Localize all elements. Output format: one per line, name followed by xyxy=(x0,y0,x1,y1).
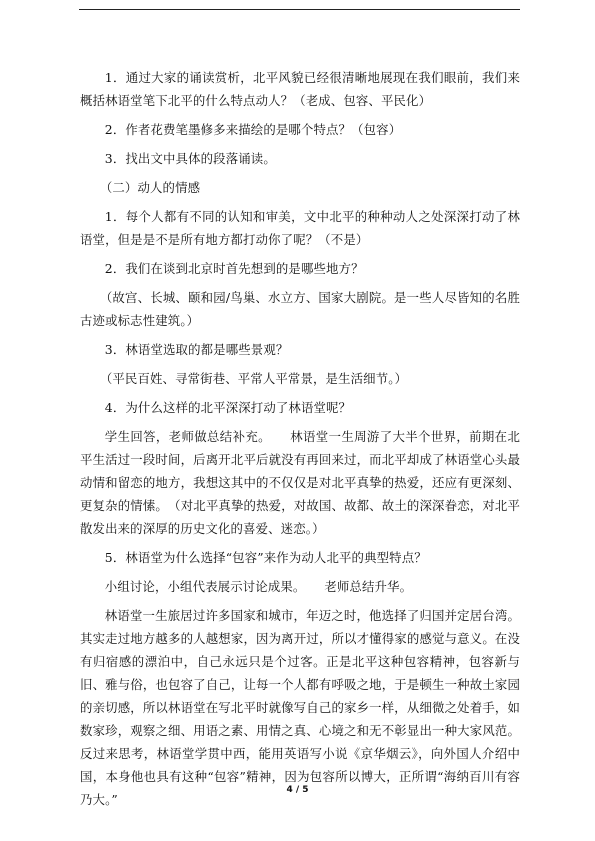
question-1-paragraph: 1．通过大家的诵读赏析，北平风貌已经很清晰地展现在我们眼前，我们来概括林语堂笔下北平的什么特点动人？（老成、包容、平民化） xyxy=(80,70,520,108)
document-body xyxy=(80,66,520,817)
answer-3-paragraph: （平民百姓、寻常街巷、平常人平常景，是生活细节。） xyxy=(99,371,408,386)
answer-4-paragraph: 学生回答，老师做总结补充。 林语堂一生周游了大半个世界，前期在北平生活过一段时间，后离开北平后就没有再回来过，而北平却成了林语堂心头最动情和留恋的地方，我想这其中的不仅仅是对北平真挚的热爱，还应有更深刻、更复杂的情愫。 （对北平真挚的热爱，对故国、故都、故土的深深眷恋，对北平散发出来的深厚的历史文化的喜爱、迷恋。） xyxy=(80,429,520,536)
header-rule xyxy=(79,9,520,10)
page-number: 4 / 5 xyxy=(286,785,309,795)
summary-paragraph: 林语堂一生旅居过许多国家和城市，年迈之时，他选择了归国并定居台湾。其实走过地方越多的人越想家，因为离开过，所以才懂得家的感觉与意义。在没有归宿感的漂泊中，自己永远只是个过客。正是北平这种包容精神，包容新与旧、雅与俗，也包容了自己，让每一个人都有呼吸之地，于是顿生一种故土家园的亲切感，所以林语堂在写北平时就像写自己的家乡一样，从细微之处着手，如数家珍，观察之细、用语之素、用情之真、心境之和无不彰显出一种大家风范。反过来思考，林语堂学贯中西，能用英语写小说《京华烟云》，向外国人介绍中国，本身他也具有这种“包容”精神，因为包容所以博大，正所谓“海纳百川有容乃大。” xyxy=(80,608,520,807)
section2-question-2-paragraph: 2．我们在谈到北京时首先想到的是哪些地方？ xyxy=(104,261,364,276)
answer-2-paragraph: （故宫、长城、颐和园/鸟巢、水立方、国家大剧院。是一些人尽皆知的名胜古迹或标志性建筑。） xyxy=(80,290,520,328)
discussion-paragraph: 小组讨论，小组代表展示讨论成果。 老师总结升华。 xyxy=(104,579,413,594)
section2-question-1-paragraph: 1．每个人都有不同的认知和审美，文中北平的种种动人之处深深打动了林语堂，但是是不是所有地方都打动你了呢？（不是） xyxy=(80,209,520,247)
section2-question-3-paragraph: 3．林语堂选取的都是哪些景观？ xyxy=(104,342,289,357)
question-2-paragraph: 2．作者花费笔墨修多来描绘的是哪个特点？（包容） xyxy=(104,122,402,137)
question-3-paragraph: 3．找出文中具体的段落诵读。 xyxy=(104,151,276,166)
section2-question-5-paragraph: 5．林语堂为什么选择“包容”来作为动人北平的典型特点？ xyxy=(104,550,427,565)
section-heading: （二）动人的情感 xyxy=(99,180,201,195)
section2-question-4-paragraph: 4．为什么这样的北平深深打动了林语堂呢？ xyxy=(104,400,352,415)
